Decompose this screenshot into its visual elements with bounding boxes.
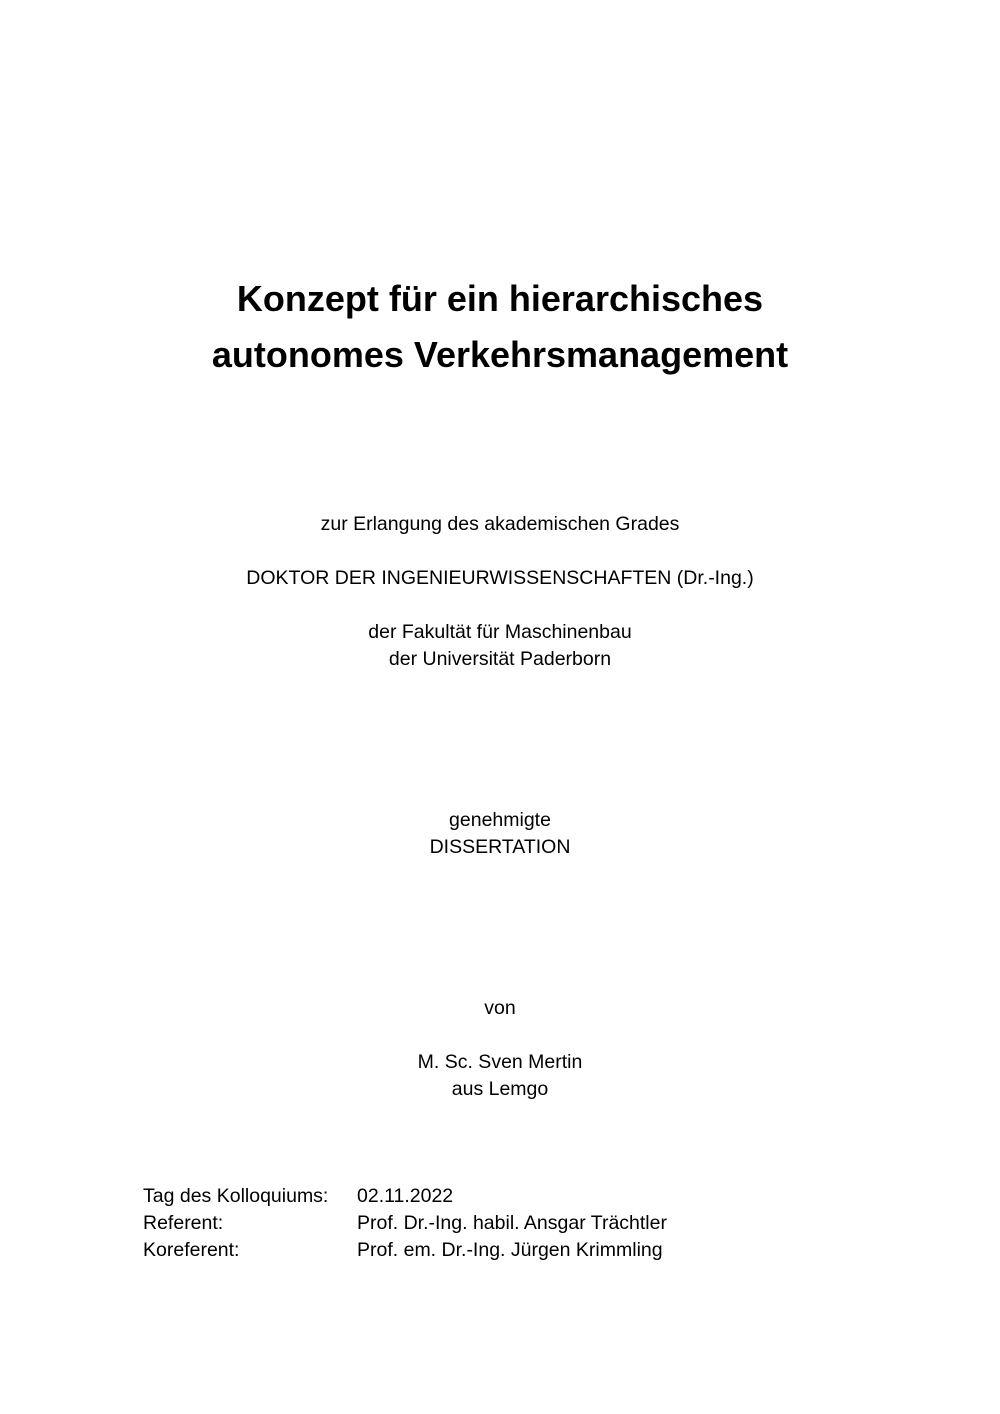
- author-origin: aus Lemgo: [451, 1078, 549, 1100]
- koreferent-label: Koreferent:: [143, 1239, 240, 1261]
- work-qualifier: genehmigte: [449, 809, 551, 831]
- university-name: der Universität Paderborn: [388, 648, 612, 670]
- referent-value: Prof. Dr.-Ing. habil. Ansgar Trächtler: [357, 1212, 667, 1234]
- referent-label: Referent:: [143, 1212, 224, 1234]
- thesis-title-line-1: Konzept für ein hierarchisches: [236, 278, 764, 319]
- author-name: M. Sc. Sven Mertin: [417, 1051, 583, 1073]
- degree-intro: zur Erlangung des akademischen Grades: [320, 513, 680, 535]
- thesis-title-line-2: autonomes Verkehrsmanagement: [211, 334, 789, 375]
- work-type: DISSERTATION: [429, 836, 571, 858]
- colloquium-date-value: 02.11.2022: [357, 1185, 454, 1207]
- degree-name: DOKTOR DER INGENIEURWISSENSCHAFTEN (Dr.-Ing.): [246, 567, 754, 589]
- author-by: von: [484, 997, 516, 1019]
- koreferent-value: Prof. em. Dr.-Ing. Jürgen Krimmling: [357, 1239, 663, 1261]
- faculty-name: der Fakultät für Maschinenbau: [368, 621, 632, 643]
- colloquium-date-label: Tag des Kolloquiums:: [143, 1185, 329, 1207]
